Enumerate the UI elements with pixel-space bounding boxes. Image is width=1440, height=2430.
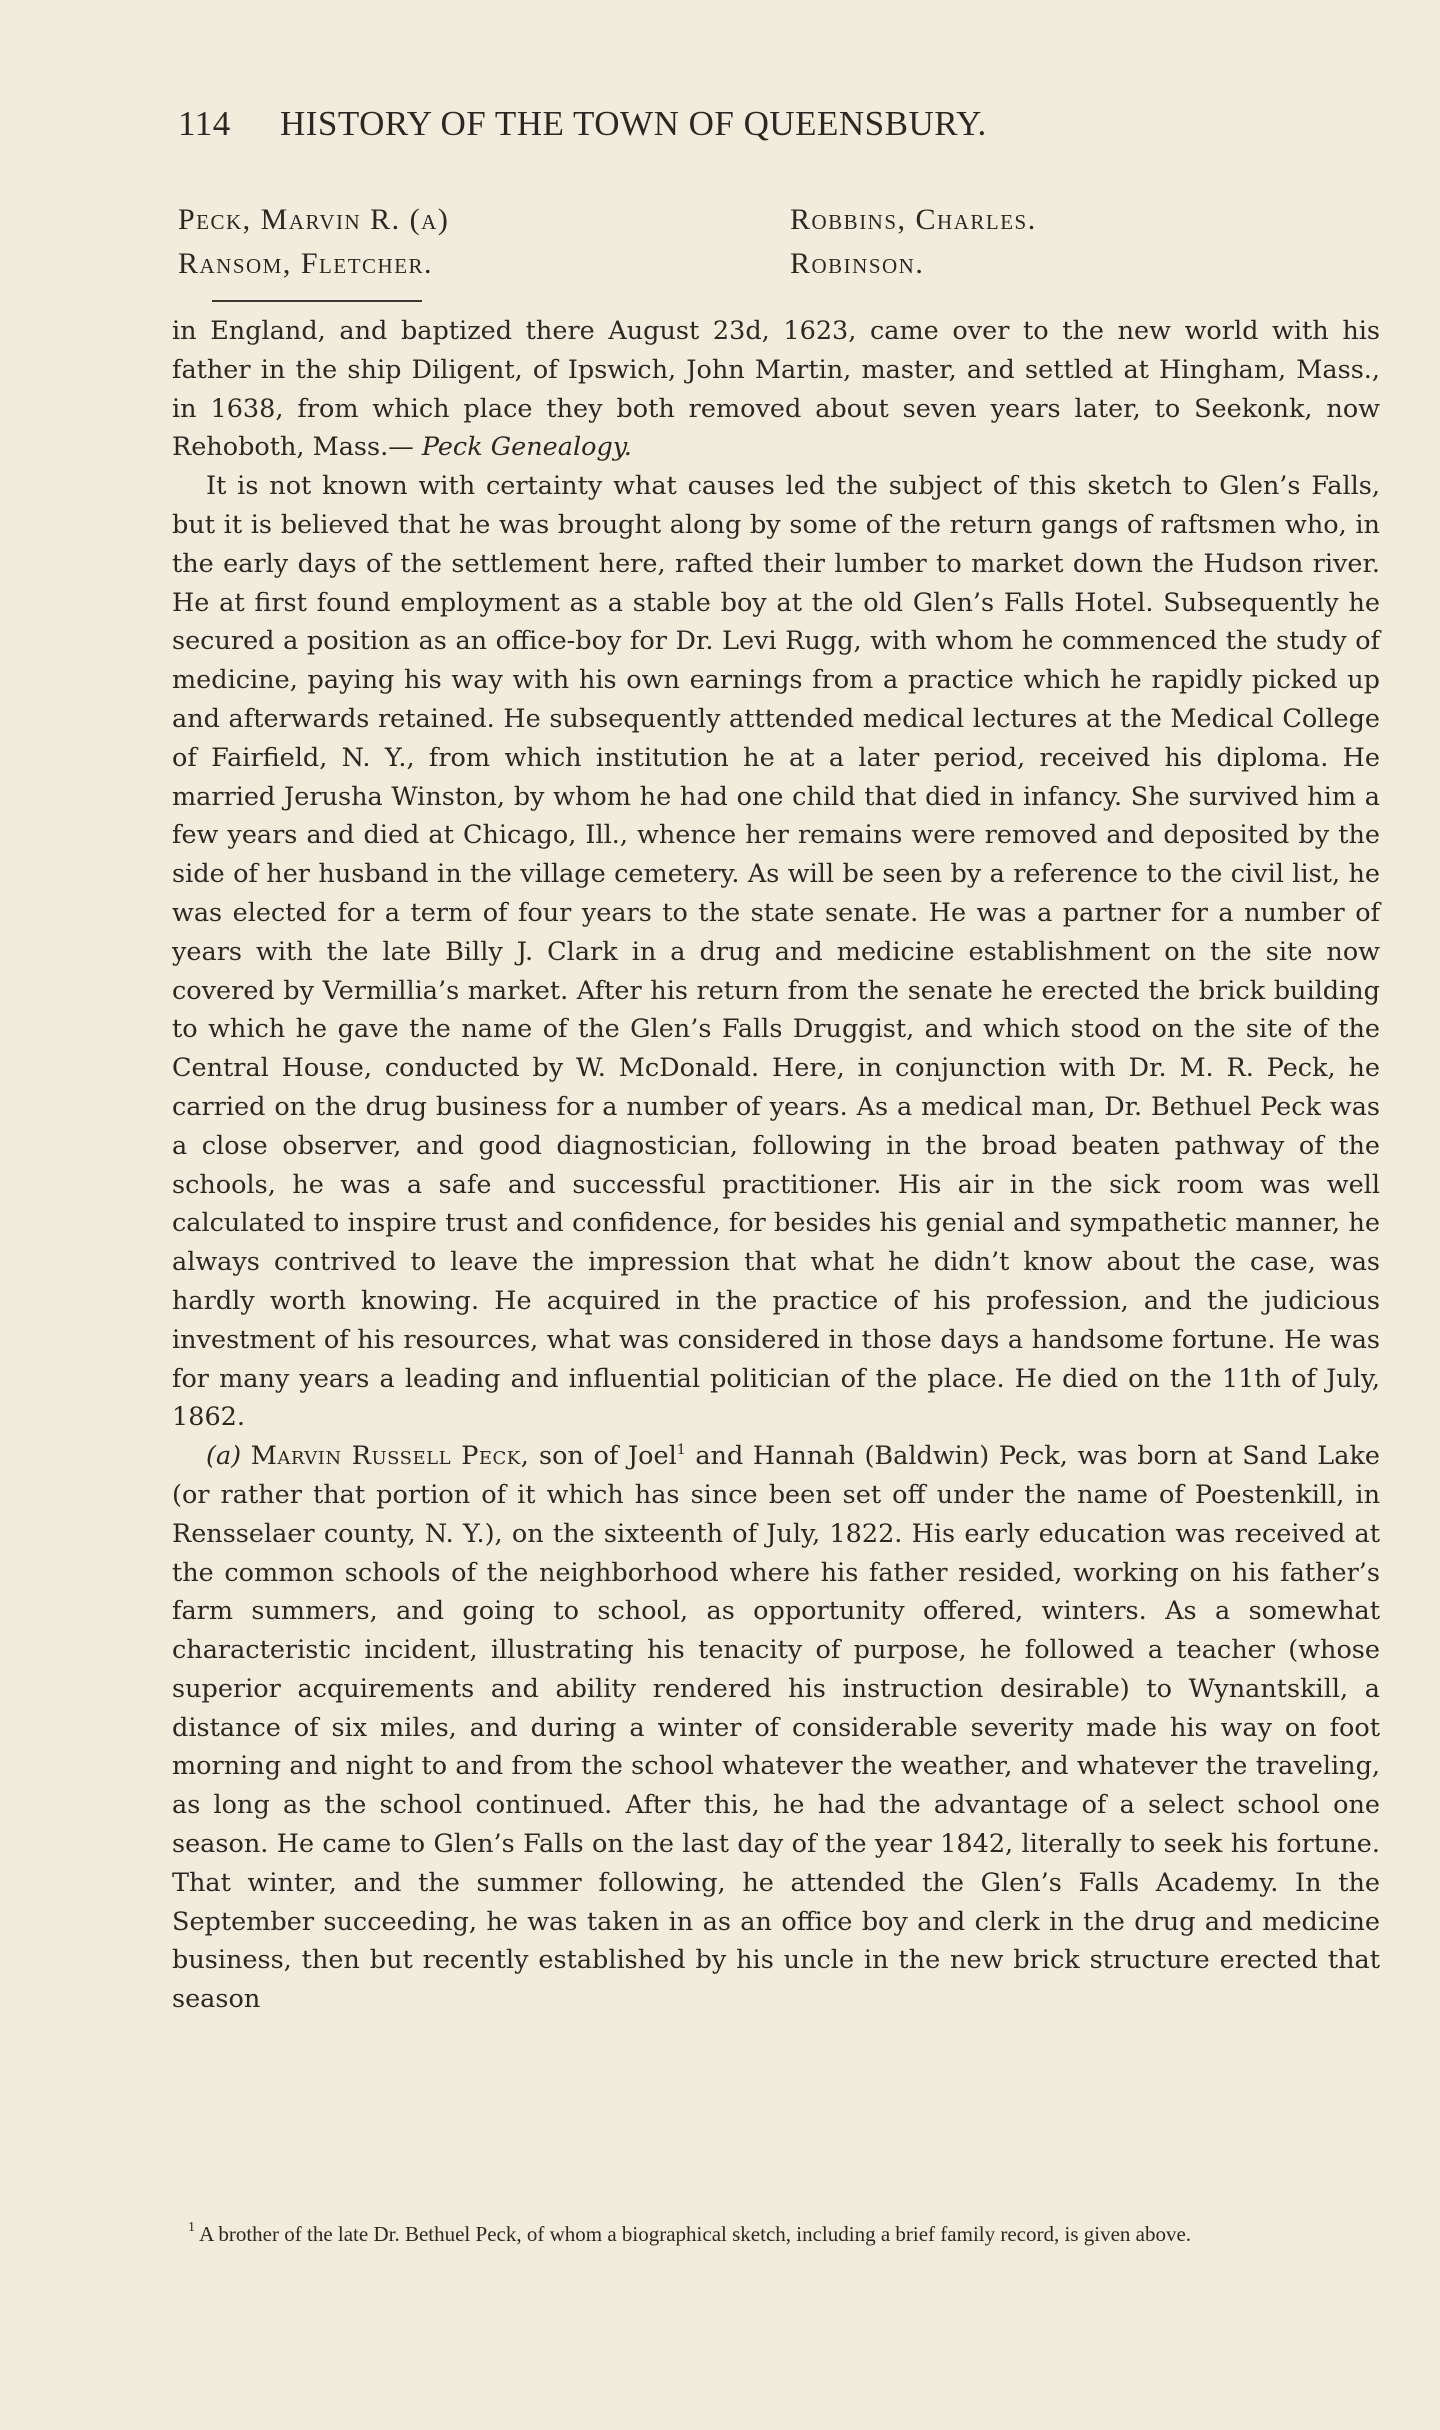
paragraph-bethuel-peck: It is not known with certainty what causes led the subject of this sketch to Glen’s Falls, but it is believed that he was brought along by some of the return gangs of raftsmen who, in the early days of the settlement here, rafted their lumber to market down the Hudson river. He at first found employment as a stable boy at the old Glen’s Falls Hotel. Subsequently he secured a position as an office-boy for Dr. Levi Rugg, with whom he commenced the study of medicine, paying his way with his own earnings from a practice which he rapidly picked up and afterwards retained. He subsequently atttended medical lectures at the Medical College of Fairfield, N. Y., from which institution he at a later period, received his diploma. He married Jerusha Winston, by whom he had one child that died in infancy. She survived him a few years and died at Chicago, Ill., whence her remains were removed and deposited by the side of her husband in the village cemetery. As will be seen by a reference to the civil list, he was elected for a term of four years to the state senate. He was a partner for a number of years with the late Billy J. Clark in a drug and medicine establishment on the site now covered by Vermillia’s market. After his return from the senate he erected the brick building to which he gave the name of the Glen’s Falls Druggist, and which stood on the site of the Central House, conducted by W. McDonald. Here, in conjunction with Dr. M. R. Peck, he carried on the drug business for a number of years. As a medical man, Dr. Bethuel Peck was a close observer, and good diagnostician, following in the broad beaten pathway of the schools, he was a safe and successful practitioner. His air in the sick room was well calculated to inspire trust and confidence, for besides his genial and sympathetic manner, he always contrived to leave the impression that what he didn’t know about the case, was hardly worth knowing. He acquired in the practice of his profession, and the judicious investment of his resources, what was considered in those days a handsome fortune. He was for many years a leading and influential politician of the place. He died on the 11th of July, 1862. bbox=[172, 471, 1380, 1433]
footnote-reference: 1 bbox=[676, 1442, 686, 1459]
paragraph-continuation bbox=[172, 312, 1380, 467]
body-text bbox=[172, 312, 1380, 2019]
surname-entry: Robbins, Charles. bbox=[790, 203, 1037, 236]
footnote-text: A brother of the late Dr. Bethuel Peck, of whom a biographical sketch, including a brief family record, is given above. bbox=[195, 2222, 1192, 2246]
paragraph-text: and Hannah (Baldwin) Peck, was born at Sand Lake (or rather that portion of it which has since been set off under the name of Poestenkill, in Rensselaer county, N. Y.), on the sixteenth of July, 1822. His early education was received at the common schools of the neighborhood where his father resided, working on his father’s farm summers, and going to school, as opportunity offered, winters. As a somewhat characteristic incident, illustrating his tenacity of purpose, he followed a teacher (whose superior acquirements and ability rendered his instruction desirable) to Wynantskill, a distance of six miles, and during a winter of considerable severity made his way on foot morning and night to and from the school whatever the weather, and whatever the traveling, as long as the school continued. After this, he had the advantage of a select school one season. He came to Glen’s Falls on the last day of the year 1842, literally to seek his fortune. That winter, and the summer following, he attended the Glen’s Falls Academy. In the September succeeding, he was taken in as an office boy and clerk in the drug and medicine business, then but recently established by his uncle in the new brick structure erected that season bbox=[172, 1441, 1380, 2015]
surname-entry: Ransom, Fletcher. bbox=[178, 247, 434, 280]
section-divider bbox=[212, 300, 422, 302]
footnote-body bbox=[172, 2222, 1380, 2246]
paragraph-marvin-peck bbox=[172, 1437, 1380, 2019]
page-number: 114 bbox=[178, 104, 231, 143]
paragraph-text: son of Joel bbox=[529, 1441, 677, 1472]
running-title: HISTORY OF THE TOWN OF QUEENSBURY. bbox=[279, 104, 987, 143]
section-marker: (a) bbox=[206, 1441, 242, 1472]
footnote-marker: 1 bbox=[188, 2220, 195, 2235]
page-header bbox=[178, 104, 1378, 144]
surname-entry: Peck, Marvin R. (a) bbox=[178, 203, 450, 236]
paragraph-text: in England, and baptized there August 23d, 1623, came over to the new world with his father in the ship Diligent, of Ipswich, John Martin, master, and settled at Hingham, Mass., in 1638, from which place they both removed about seven years later, to Seekonk, now Rehoboth, Mass.— bbox=[172, 316, 1380, 463]
footnote bbox=[172, 2222, 1380, 2246]
surname-column-left bbox=[178, 198, 449, 286]
surname-column-right bbox=[790, 198, 1037, 286]
citation-source: Peck Genealogy. bbox=[421, 432, 632, 463]
surname-entry: Robinson. bbox=[790, 247, 925, 280]
subject-name: Marvin Russell Peck, bbox=[250, 1441, 530, 1472]
